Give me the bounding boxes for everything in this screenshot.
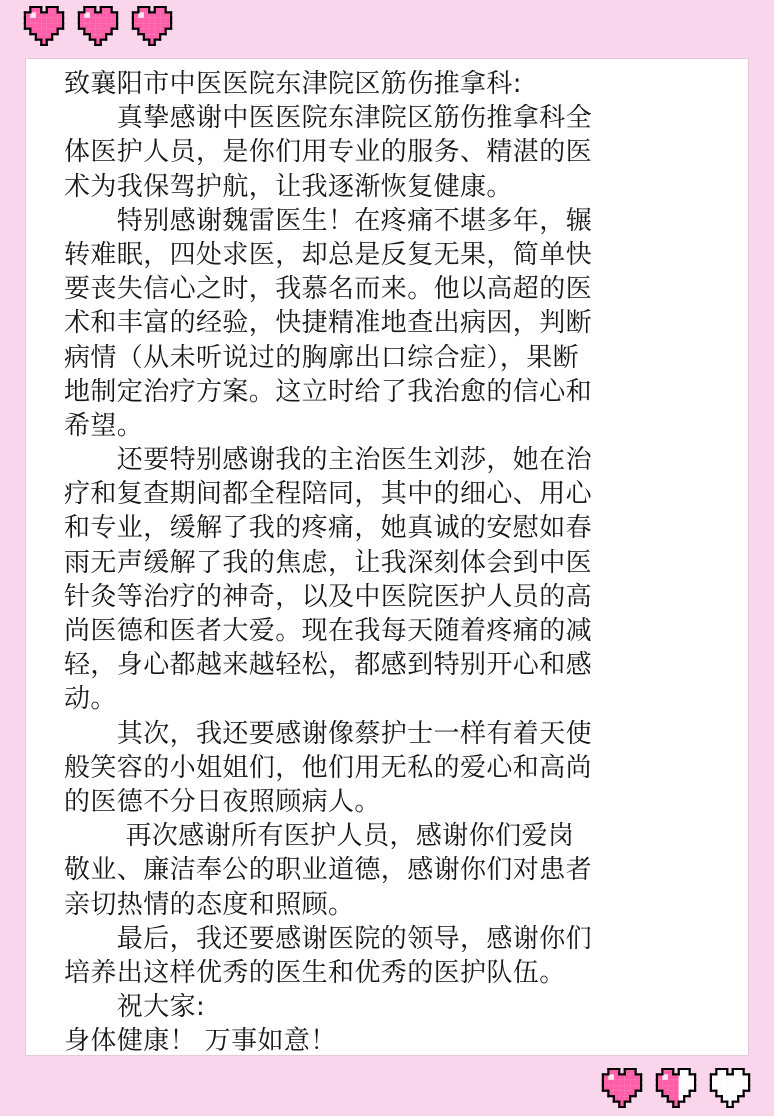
- letter-line: 希望。: [64, 410, 144, 441]
- pink-heart-icon: [22, 6, 66, 46]
- top-hearts: [22, 6, 174, 46]
- letter-line: 般笑容的小姐姐们，他们用无私的爱心和高尚: [64, 752, 593, 783]
- thank-you-letter: [64, 67, 754, 1058]
- letter-line: 和专业，缓解了我的疼痛，她真诚的安慰如春: [64, 513, 593, 544]
- letter-line: 特别感谢魏雷医生！在疼痛不堪多年，辗: [64, 205, 593, 236]
- letter-line: 身体健康！ 万事如意！: [64, 1026, 337, 1057]
- pink-heart-icon: [600, 1068, 644, 1108]
- letter-line: 术和丰富的经验，快捷精准地查出病因，判断: [64, 308, 593, 339]
- letter-line: 还要特别感谢我的主治医生刘莎，她在治: [64, 445, 593, 476]
- letter-line: 转难眠，四处求医，却总是反复无果，简单快: [64, 239, 593, 270]
- letter-line: 的医德不分日夜照顾病人。: [64, 786, 381, 817]
- letter-line: 亲切热情的态度和照顾。: [64, 889, 355, 920]
- white-heart-icon: [708, 1068, 752, 1108]
- letter-line: 要丧失信心之时，我慕名而来。他以高超的医: [64, 274, 593, 305]
- letter-line: 再次感谢所有医护人员，感谢你们爱岗: [64, 821, 575, 852]
- half-pink-heart-icon: [654, 1068, 698, 1108]
- pink-heart-icon: [76, 6, 120, 46]
- letter-line: 培养出这样优秀的医生和优秀的医护队伍。: [64, 957, 566, 988]
- letter-line: 轻，身心都越来越轻松，都感到特别开心和感: [64, 650, 593, 681]
- letter-line: 病情（从未听说过的胸廓出口综合症），果断: [64, 342, 580, 373]
- bottom-hearts: [600, 1068, 752, 1108]
- pink-heart-icon: [130, 6, 174, 46]
- letter-paper: [25, 58, 749, 1056]
- letter-line: 祝大家:: [64, 992, 206, 1023]
- letter-line: 其次，我还要感谢像蔡护士一样有着天使: [64, 718, 593, 749]
- letter-line: 最后，我还要感谢医院的领导，感谢你们: [64, 923, 593, 954]
- letter-line: 敬业、廉洁奉公的职业道德，感谢你们对患者: [64, 855, 593, 886]
- letter-line: 体医护人员，是你们用专业的服务、精湛的医: [64, 137, 593, 168]
- letter-line: 致襄阳市中医医院东津院区筋伤推拿科:: [64, 69, 522, 99]
- letter-line: 尚医德和医者大爱。现在我每天随着疼痛的减: [64, 616, 593, 646]
- letter-line: 针灸等治疗的神奇，以及中医院医护人员的高: [64, 581, 593, 612]
- letter-line: 术为我保驾护航，让我逐渐恢复健康。: [64, 171, 513, 202]
- letter-line: 地制定治疗方案。这立时给了我治愈的信心和: [64, 376, 593, 407]
- letter-line: 雨无声缓解了我的焦虑，让我深刻体会到中医: [64, 547, 593, 578]
- letter-line: 疗和复查期间都全程陪同，其中的细心、用心: [64, 479, 593, 510]
- letter-line: 动。: [64, 684, 117, 715]
- letter-line: 真挚感谢中医医院东津院区筋伤推拿科全: [64, 103, 593, 134]
